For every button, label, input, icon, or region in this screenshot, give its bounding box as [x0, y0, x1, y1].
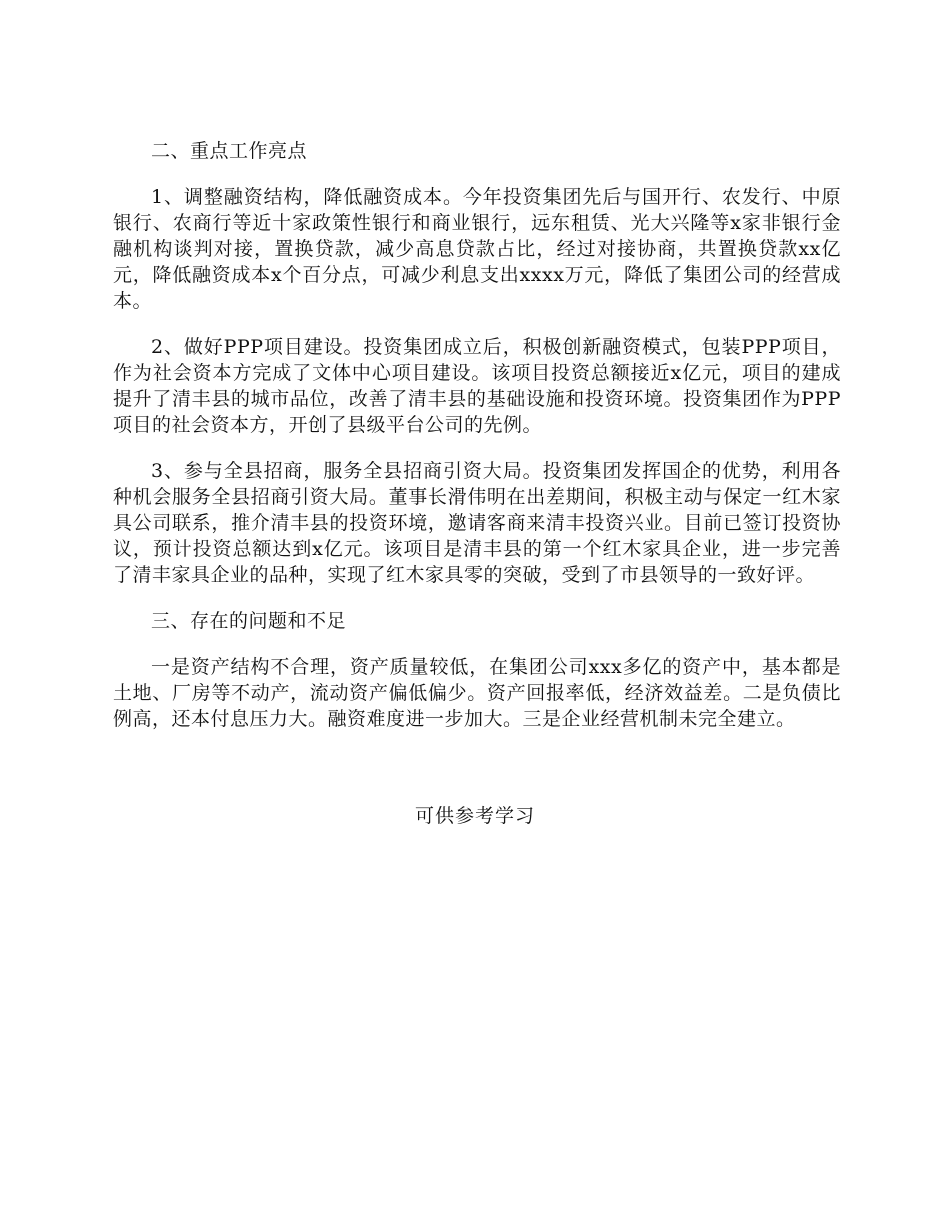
paragraph-ppp-project: 2、做好PPP项目建设。投资集团成立后，积极创新融资模式，包装PPP项目，作为社会资本方完成了文体中心项目建设。该项目投资总额接近x亿元，项目的建成提升了清丰县的城市品位，改善了清丰县的基础设施和投资环境。投资集团作为PPP项目的社会资本方，开创了县级平台公司的先例。 [113, 336, 841, 436]
document-body [113, 138, 841, 752]
paragraph-investment-attraction: 3、参与全县招商，服务全县招商引资大局。投资集团发挥国企的优势，利用各种机会服务全县招商引资大局。董事长滑伟明在出差期间，积极主动与保定一红木家具公司联系，推介清丰县的投资环境，邀请客商来清丰投资兴业。目前已签订投资协议，预计投资总额达到x亿元。该项目是清丰县的第一个红木家具企业，进一步完善了清丰家具企业的品种，实现了红木家具零的突破，受到了市县领导的一致好评。 [113, 460, 841, 586]
paragraph-problems: 一是资产结构不合理，资产质量较低，在集团公司xxx多亿的资产中，基本都是土地、厂房等不动产，流动资产偏低偏少。资产回报率低，经济效益差。二是负债比例高，还本付息压力大。融资难度进一步加大。三是企业经营机制未完全建立。 [113, 656, 841, 730]
section-heading-key-highlights: 二、重点工作亮点 [151, 140, 308, 162]
footer-note: 可供参考学习 [414, 805, 535, 827]
section-heading-problems: 三、存在的问题和不足 [151, 610, 347, 632]
paragraph-financing-structure: 1、调整融资结构，降低融资成本。今年投资集团先后与国开行、农发行、中原银行、农商行等近十家政策性银行和商业银行，远东租赁、光大兴隆等x家非银行金融机构谈判对接，置换贷款，减少高息贷款占比，经过对接协商，共置换贷款xx亿元，降低融资成本x个百分点，可减少利息支出xxxx万元，降低了集团公司的经营成本。 [113, 186, 841, 312]
